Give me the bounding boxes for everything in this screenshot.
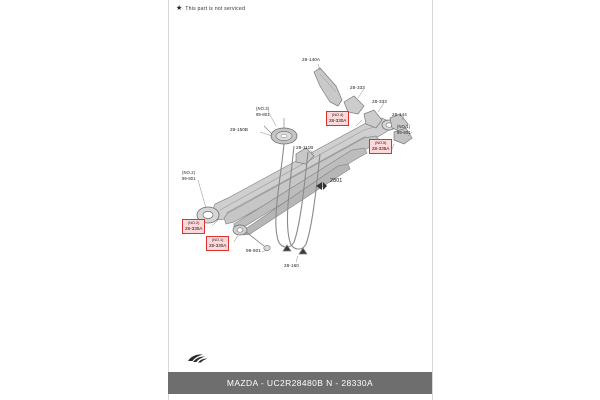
part-label-28-160: 28-160 <box>284 263 299 268</box>
leaf-spring-diagram <box>168 14 432 354</box>
part-label-28-111B: 28-111B <box>296 145 314 150</box>
note-label-no1: (NO.1) <box>397 124 411 129</box>
note-label-no2-upper: (NO.2) <box>182 170 196 175</box>
mazda-logo-icon <box>186 352 212 366</box>
footer-plate <box>168 372 432 394</box>
highlight-sub-no5: (NO.5) <box>374 141 387 145</box>
star-icon: ★ <box>176 5 183 12</box>
highlight-sub-no1: (NO.1) <box>211 238 224 242</box>
highlight-num-no5: 28-335A <box>372 145 390 151</box>
part-label-99-801-lower: 99-801 <box>246 248 261 253</box>
highlight-callout-28-330A-no2[interactable] <box>182 219 205 234</box>
part-label-28-144: 28-144 <box>392 112 407 117</box>
highlight-num-no1: 28-330A <box>209 242 227 248</box>
highlight-num-no2: 28-330A <box>185 225 203 231</box>
service-note-text: This part is not serviced <box>185 5 246 12</box>
footer-text: MAZDA - UC2R28480B N - 28330A <box>226 378 374 388</box>
highlight-sub-no4: (NO.4) <box>331 113 344 117</box>
highlight-sub-no2: (NO.2) <box>187 221 200 225</box>
right-rule <box>432 0 433 400</box>
part-label-99-801-no3: 99-801 <box>256 112 270 117</box>
part-label-28-140A: 28-140A <box>302 57 321 62</box>
highlight-callout-28-330A-no1[interactable] <box>206 236 229 251</box>
service-note <box>176 5 245 12</box>
highlight-callout-28-335A-no5[interactable] <box>369 139 392 154</box>
part-label-99-801-no1: 99-801 <box>397 130 411 135</box>
note-label-no3: (NO.3) <box>256 106 270 111</box>
part-label-28-333-upper: 28-333 <box>350 85 365 90</box>
highlight-num-no4: 28-330A <box>329 117 347 123</box>
reference-label: 2801 <box>330 178 343 184</box>
diagram-artwork <box>168 14 432 354</box>
part-label-99-801-no2: 99-801 <box>182 176 196 181</box>
part-label-28-150B: 28-150B <box>230 127 249 132</box>
highlight-callout-28-330A-no4[interactable] <box>326 111 349 126</box>
part-label-28-333-lower: 28-333 <box>372 99 387 104</box>
